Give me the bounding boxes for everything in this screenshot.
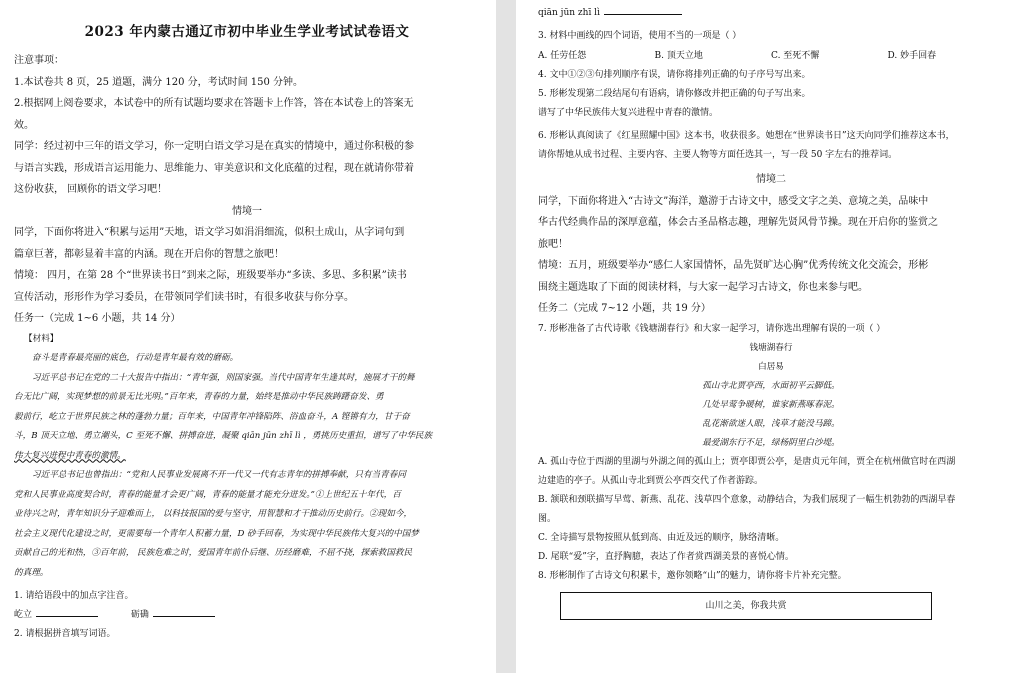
question-7-a1: A. 孤山寺位于西湖的里湖与外湖之间的孤山上；贾亭即贾公亭，是唐贞元年间，贾全在杭州做官时在西湖 [538,456,956,467]
question-6b: 请你帮她从成书过程、主要内容、主要人物等方面任选其一，写一段 50 字左右的推荐词。 [538,150,898,160]
situation-2-line-c: 旅吧！ [538,238,568,250]
poem-line-2: 几处早莺争暖树，谁家新燕啄春泥。 [702,399,840,410]
material-line-2: 习近平总书记在党的二十大报告中指出：“青年强，则国家强。当代中国青年生逢其时，施展才干的舞 [32,372,415,383]
word-lique: 砺确 [130,610,149,620]
question-3-options [538,46,1004,66]
situation-1-line-a: 同学，下面你将进入“积累与运用”天地，语文学习如涓涓细流，似积土成山，从字词句到 [14,227,405,238]
option-a[interactable]: A. 任劳任怨 [538,51,587,61]
question-6a: 6. 形彬认真阅读了《红星照耀中国》这本书，收获很多。她想在“世界读书日”这天向同学们推荐这本书， [538,131,955,141]
question-7-b2: 图。 [538,513,557,524]
accumulation-card[interactable]: 山川之美，你我共赏 [560,592,932,620]
poem-author: 白居易 [758,361,784,372]
question-7-b1: B. 颔联和颈联描写早莺、新燕、乱花、浅草四个意象，动静结合，为我们展现了一幅生机勃勃的西湖早春 [538,494,956,505]
note-2a: 2.根据网上阅卷要求，本试卷中的所有试题均要求在答题卡上作答，答在本试卷上的答案无 [14,98,414,109]
question-3: 3. 材料中画线的四个词语，使用不当的一项是（ ） [538,31,742,41]
intro-1: 同学：经过初中三年的语文学习，你一定明白语文学习是在真实的情境中，通过你积极的参 [14,141,414,152]
material-line-1: 奋斗是青春最亮丽的底色，行动是青年最有效的磨砺。 [32,353,239,363]
material-line-7: 习近平总书记也曾指出：“党和人民事业发展离不开一代又一代有志青年的拼搏奉献，只有当青春同 [32,470,406,480]
poem-line-3: 乱花渐欲迷人眼，浅草才能没马蹄。 [702,418,840,429]
situation-2-line-a: 同学，下面你将进入“古诗文”海洋，邀游于古诗文中，感受文字之美、意境之美，品味中 [538,195,929,207]
pinyin-line [538,4,1004,23]
situation-2-line-b: 华古代经典作品的深厚意蕴，体会古圣品格志趣，理解先贤风骨节操。现在开启你的鉴赏之 [538,217,938,228]
situation-1-line-b: 篇章巨著，都彰显着丰富的内涵。现在开启你的智慧之旅吧！ [14,248,284,260]
right-page [516,0,1024,673]
intro-3: 这份收获， 回顾你的语文学习吧！ [14,184,168,195]
question-7-c: C. 全诗描写景物按照从低到高、由近及远的顺序，脉络清晰。 [538,532,785,543]
material-line-6: 伟大复兴进程中青春的激情。 [14,450,126,461]
question-7: 7. 形彬准备了古代诗歌《钱塘湖春行》和大家一起学习，请你选出理解有误的一项（ ） [538,323,886,334]
material-label: 【材料】 [24,333,59,344]
question-1-fields [14,606,480,625]
question-5b: 谱写了中华民族伟大复兴进程中青春的激情。 [538,108,719,118]
poem-title: 钱塘湖春行 [749,342,793,353]
question-5: 5. 形彬发现第二段结尾句有语病，请你修改并把正确的句子写出来。 [538,89,811,99]
material-line-5: 斗，B 顶天立地、勇立潮头，C 至死不懈、拼搏奋进，凝聚 qiān jūn zhī lì ，勇挑历史重担，谱写了中华民族 [14,431,433,441]
exam-title: 2023 年内蒙古通辽市初中毕业生学业考试试卷语文 [84,24,410,40]
situation-1-line-d: 宣传活动，形形作为学习委员，在带领同学们读书时，有很多收获与你分享。 [14,291,354,303]
material-line-4: 毅前行，屹立于世界民族之林的蓬勃力量；百年来，中国青年冲锋陷阵、浴血奋斗，A 铿锵有力，甘于奋 [14,411,410,422]
material-line-8: 党和人民事业高度契合时，青春的能量才会更广阔，青春的能量才能充分迸发。”①上世纪五十年代，百 [14,489,401,500]
situation-1-line-c: 情境： 四月，在第 28 个“世界读书日”到来之际，班级要举办“多读、多思、多积累”读书 [14,270,407,281]
situation-2-line-e: 围绕主题选取了下面的阅读材料，与大家一起学习古诗文，你也来参与吧。 [538,281,868,293]
question-4: 4. 文中①②③句排列顺序有误，请你将排列正确的句子序号写出来。 [538,70,811,80]
note-2b: 效。 [14,119,34,131]
option-b[interactable]: B. 顶天立地 [654,51,703,61]
notes-heading: 注意事项： [14,55,64,66]
note-1: 1.本试卷共 8 页，25 道题，满分 120 分，考试时间 150 分钟。 [14,76,304,88]
material-line-11: 贡献自己的光和热，③百年前， 民族危难之时，爱国青年前仆后继、历经磨难，不屈不挠，探索救国救民 [14,548,413,558]
material-line-9: 业待兴之时，青年知识分子迎难而上， 以科技报国的爱与坚守，用智慧和才干推动历史前行。②现如今， [14,509,413,519]
word-yili: 屹立 [14,610,33,620]
answer-blank-2[interactable] [153,606,215,617]
question-8: 8. 形彬制作了古诗文句积累卡，邀你领略“山”的魅力，请你将卡片补充完整。 [538,570,847,581]
answer-blank-1[interactable] [36,606,98,617]
option-d[interactable]: D. 妙手回春 [887,51,937,61]
situation-2-heading: 情境二 [756,174,786,185]
material-line-3: 台无比广阔，实现梦想的前景无比光明。”百年来，青春的力量，始终是推动中华民族踌躇奋发、勇 [14,392,384,402]
page-gap [496,0,516,673]
task-1-heading: 任务一（完成 1~6 小题，共 14 分） [14,313,181,324]
question-7-a2: 边建造的亭子。从孤山寺北到贾公亭西交代了作者游踪。 [538,475,764,486]
poem-line-1: 孤山寺北贾亭西，水面初平云脚低。 [702,380,840,391]
intro-2: 与语言实践，形成语言运用能力、思维能力、审美意识和文化底蕴的过程，现在就请你带着 [14,162,414,174]
material-line-12: 的真理。 [14,567,49,578]
pinyin-text: qiān jūn zhī lì [538,8,600,18]
task-2-heading: 任务二（完成 7~12 小题，共 19 分） [538,303,711,314]
situation-2-line-d: 情境：五月，班级要举办“感仁人家国情怀，品先贤旷达心胸”优秀传统文化交流会，形彬 [538,260,929,271]
pinyin-answer-blank[interactable] [604,4,682,15]
situation-1-heading: 情境一 [232,205,262,217]
poem-line-4: 最爱湖东行不足，绿杨阴里白沙堤。 [702,437,840,448]
option-c[interactable]: C. 至死不懈 [771,51,820,61]
question-1: 1. 请给语段中的加点字注音。 [14,591,134,601]
material-line-10: 社会主义现代化建设之时，更需要每一个青年人积蓄力量，D 砂手回春，为实现中华民族伟大复兴的中国梦 [14,528,419,539]
question-2: 2. 请根据拼音填写词语。 [14,629,116,639]
question-7-d: D. 尾联“爱”字，直抒胸臆，表达了作者赏西湖美景的喜悦心情。 [538,551,794,562]
left-page [0,0,496,673]
